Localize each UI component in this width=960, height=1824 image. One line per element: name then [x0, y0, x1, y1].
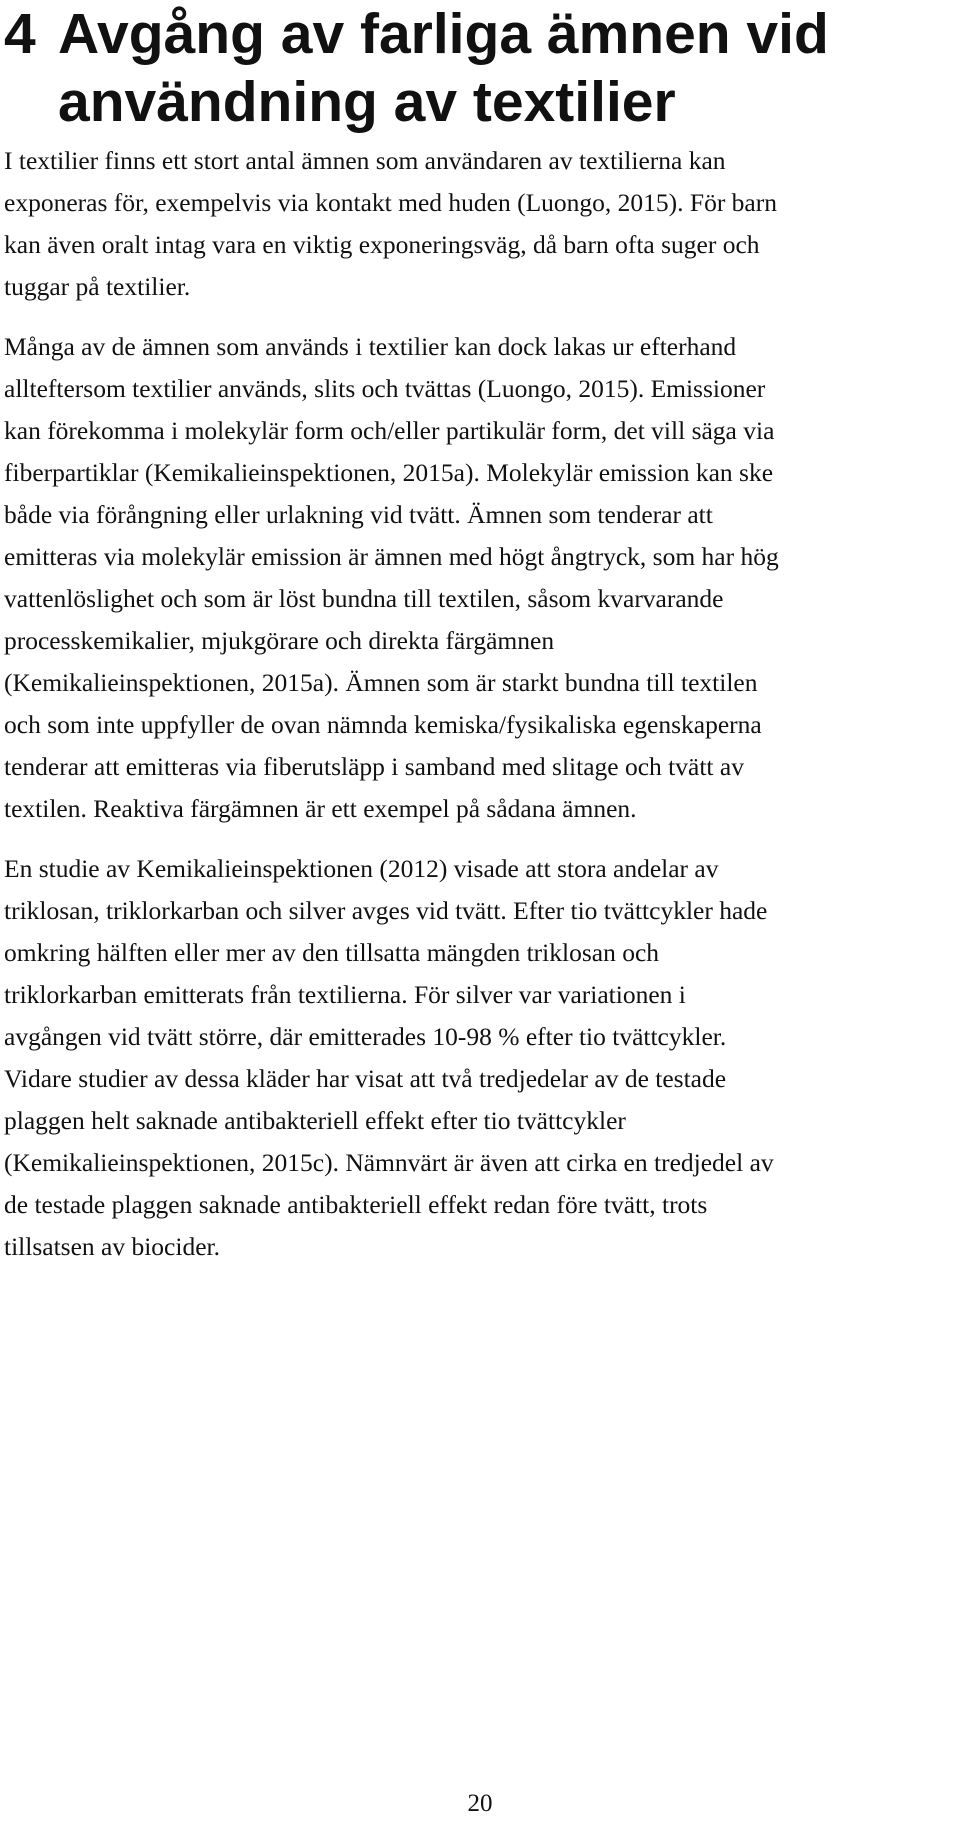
text-line: Många av de ämnen som används i textilier kan dock lakas ur efterhand [4, 332, 737, 361]
text-line: textilen. Reaktiva färgämnen är ett exempel på sådana ämnen. [4, 794, 637, 823]
text-line: kan förekomma i molekylär form och/eller partikulär form, det vill säga via [4, 416, 775, 445]
chapter-title-line-2: användning av textilier [58, 70, 676, 134]
text-line: processkemikalier, mjukgörare och direkta färgämnen [4, 626, 555, 655]
text-line: exponeras för, exempelvis via kontakt med huden (Luongo, 2015). För barn [4, 188, 777, 217]
chapter-heading [4, 0, 944, 136]
chapter-title-line-1: Avgång av farliga ämnen vid [58, 2, 829, 66]
page-number: 20 [467, 1790, 493, 1817]
text-line: och som inte uppfyller de ovan nämnda kemiska/fysikaliska egenskaperna [4, 710, 762, 739]
text-line: både via förångning eller urlakning vid tvätt. Ämnen som tenderar att [4, 500, 713, 529]
paragraph-2 [4, 326, 939, 830]
text-line: emitteras via molekylär emission är ämnen med högt ångtryck, som har hög [4, 542, 779, 571]
text-line: triklosan, triklorkarban och silver avges vid tvätt. Efter tio tvättcykler hade [4, 896, 768, 925]
text-line: kan även oralt intag vara en viktig exponeringsväg, då barn ofta suger och [4, 230, 760, 259]
chapter-number: 4 [4, 2, 36, 66]
text-line: vattenlöslighet och som är löst bundna till textilen, såsom kvarvarande [4, 584, 724, 613]
text-line: tillsatsen av biocider. [4, 1232, 220, 1261]
paragraph-1 [4, 140, 939, 308]
text-line: avgången vid tvätt större, där emitterades 10-98 % efter tio tvättcykler. [4, 1022, 727, 1051]
text-line: tenderar att emitteras via fiberutsläpp i samband med slitage och tvätt av [4, 752, 744, 781]
text-line: (Kemikalieinspektionen, 2015c). Nämnvärt är även att cirka en tredjedel av [4, 1148, 774, 1177]
text-line: omkring hälften eller mer av den tillsatta mängden triklosan och [4, 938, 660, 967]
text-line: En studie av Kemikalieinspektionen (2012) visade att stora andelar av [4, 854, 719, 883]
paragraph-3 [4, 848, 939, 1268]
text-line: Vidare studier av dessa kläder har visat att två tredjedelar av de testade [4, 1064, 727, 1093]
body-text [4, 140, 939, 1286]
text-line: I textilier finns ett stort antal ämnen som användaren av textilierna kan [4, 146, 726, 175]
text-line: tuggar på textilier. [4, 272, 191, 301]
text-line: de testade plaggen saknade antibakteriell effekt redan före tvätt, trots [4, 1190, 708, 1219]
text-line: triklorkarban emitterats från textilierna. För silver var variationen i [4, 980, 686, 1009]
text-line: allteftersom textilier används, slits och tvättas (Luongo, 2015). Emissioner [4, 374, 766, 403]
text-line: fiberpartiklar (Kemikalieinspektionen, 2015a). Molekylär emission kan ske [4, 458, 774, 487]
text-line: plaggen helt saknade antibakteriell effekt efter tio tvättcykler [4, 1106, 626, 1135]
text-line: (Kemikalieinspektionen, 2015a). Ämnen som är starkt bundna till textilen [4, 668, 758, 697]
